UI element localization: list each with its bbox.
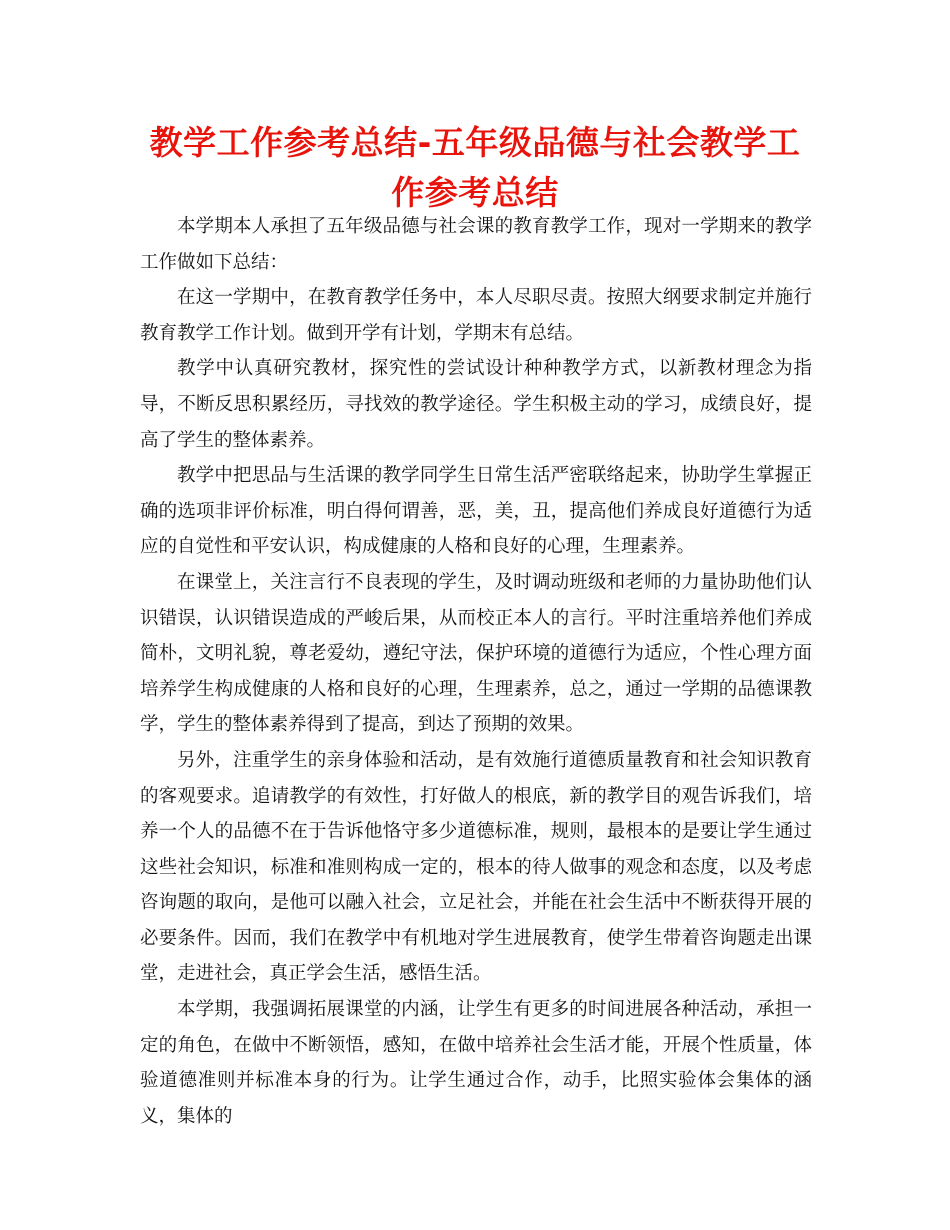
body-paragraph: 在课堂上，关注言行不良表现的学生，及时调动班级和老师的力量协助他们认识错误，认识错误造成的严峻后果，从而校正本人的言行。平时注重培养他们养成简朴，文明礼貌，尊老爱幼，遵纪守法，保护环境的道德行为适应，个性心理方面培养学生构成健康的人格和良好的心理，生理素养，总之，通过一学期的品德课教学，学生的整体素养得到了提高，到达了预期的效果。 (140, 571, 812, 736)
document-title: 教学工作参考总结-五年级品德与社会教学工作参考总结 (149, 123, 801, 212)
body-paragraph: 另外，注重学生的亲身体验和活动，是有效施行道德质量教育和社会知识教育的客观要求。追请教学的有效性，打好做人的根底，新的教学目的观告诉我们，培养一个人的品德不在于告诉他恪守多少道德标准，规则，最根本的是要让学生通过这些社会知识，标准和准则构成一定的，根本的待人做事的观念和态度，以及考虑咨询题的取向，是他可以融入社会，立足社会，并能在社会生活中不断获得开展的必要条件。因而，我们在教学中有机地对学生进展教育，使学生带着咨询题走出课堂，走进社会，真正学会生活，感悟生活。 (140, 749, 812, 985)
body-paragraph: 教学中认真研究教材，探究性的尝试设计种种教学方式，以新教材理念为指导，不断反思积累经历，寻找效的教学途径。学生积极主动的学习，成绩良好，提高了学生的整体素养。 (140, 358, 812, 451)
body-paragraph: 教学中把思品与生活课的教学同学生日常生活严密联络起来，协助学生掌握正确的选项非评价标准，明白得何谓善，恶，美，丑，提高他们养成良好道德行为适应的自觉性和平安认识，构成健康的人格和良好的心理，生理素养。 (140, 465, 812, 558)
body-paragraph: 在这一学期中，在教育教学任务中，本人尽职尽责。按照大纲要求制定并施行教育教学工作计划。做到开学有计划，学期末有总结。 (140, 287, 812, 344)
body-paragraph: 本学期本人承担了五年级品德与社会课的教育教学工作，现对一学期来的教学工作做如下总结： (140, 216, 812, 273)
body-paragraph: 本学期，我强调拓展课堂的内涵，让学生有更多的时间进展各种活动，承担一定的角色，在做中不断领悟，感知，在做中培养社会生活才能，开展个性质量，体验道德准则并标准本身的行为。让学生通过合作，动手，比照实验体会集体的涵义，集体的 (140, 999, 812, 1127)
document-body (140, 209, 812, 1134)
